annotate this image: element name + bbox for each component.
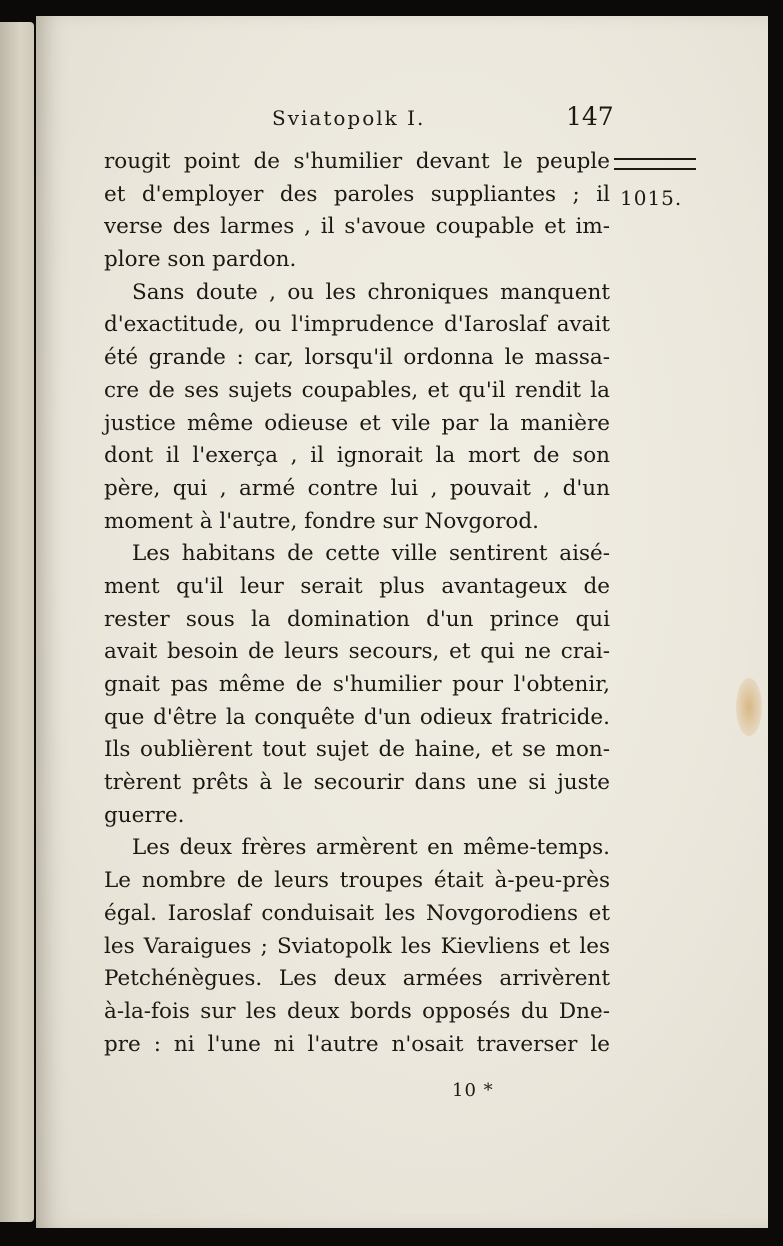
text-line: père, qui , armé contre lui , pouvait , d'un <box>104 475 610 501</box>
text-line: gnait pas même de s'humilier pour l'obtenir, <box>104 672 610 697</box>
text-line: Le nombre de leurs troupes était à-peu-près <box>104 868 610 894</box>
text-line: à-la-fois sur les deux bords opposés du Dne- <box>104 998 610 1024</box>
text-line: avait besoin de leurs secours, et qui ne crai- <box>104 639 610 665</box>
margin-year-note: 1015. <box>620 186 683 210</box>
text-line: rougit point de s'humilier devant le peuple <box>104 149 610 174</box>
text-line: et d'employer des paroles suppliantes ; il <box>104 181 610 207</box>
text-line: Petchénègues. Les deux armées arrivèrent <box>104 966 610 992</box>
text-line: justice même odieuse et vile par la manière <box>104 410 610 436</box>
text-line: les Varaigues ; Sviatopolk les Kievliens et les <box>104 933 610 959</box>
text-line: été grande : car, lorsqu'il ordonna le massa- <box>104 345 610 371</box>
margin-rule <box>614 158 696 170</box>
text-line: ment qu'il leur serait plus avantageux de <box>104 573 610 599</box>
page-header <box>0 102 783 136</box>
paragraph-start-line: Sans doute , ou les chroniques manquent <box>132 279 610 305</box>
text-line: dont il l'exerça , il ignorait la mort de son <box>104 443 610 469</box>
text-line: égal. Iaroslaf conduisait les Novgorodiens et <box>104 900 610 926</box>
paragraph-start-line: Les deux frères armèrent en même-temps. <box>132 835 610 861</box>
text-line: cre de ses sujets coupables, et qu'il rendit la <box>104 377 610 403</box>
text-line: Ils oublièrent tout sujet de haine, et se mon- <box>104 737 610 763</box>
page-number: 147 <box>566 102 614 131</box>
text-line: d'exactitude, ou l'imprudence d'Iaroslaf avait <box>104 312 610 338</box>
facing-page-edge <box>0 22 34 1222</box>
signature-mark: 10 * <box>452 1080 494 1101</box>
text-line: verse des larmes , il s'avoue coupable et im- <box>104 214 610 240</box>
text-line: trèrent prêts à le secourir dans une si juste <box>104 770 610 796</box>
text-line: guerre. <box>104 802 185 828</box>
body-text <box>104 146 610 1061</box>
text-line: plore son pardon. <box>104 247 297 273</box>
text-line: que d'être la conquête d'un odieux fratricide. <box>104 704 610 730</box>
text-line: moment à l'autre, fondre sur Novgorod. <box>104 508 539 534</box>
text-line: rester sous la domination d'un prince qui <box>104 606 610 632</box>
paragraph-start-line: Les habitans de cette ville sentirent aisé- <box>132 541 610 567</box>
running-title: Sviatopolk I. <box>272 106 426 130</box>
paper-stain <box>736 678 762 736</box>
text-line: pre : ni l'une ni l'autre n'osait traverser le <box>104 1031 610 1057</box>
